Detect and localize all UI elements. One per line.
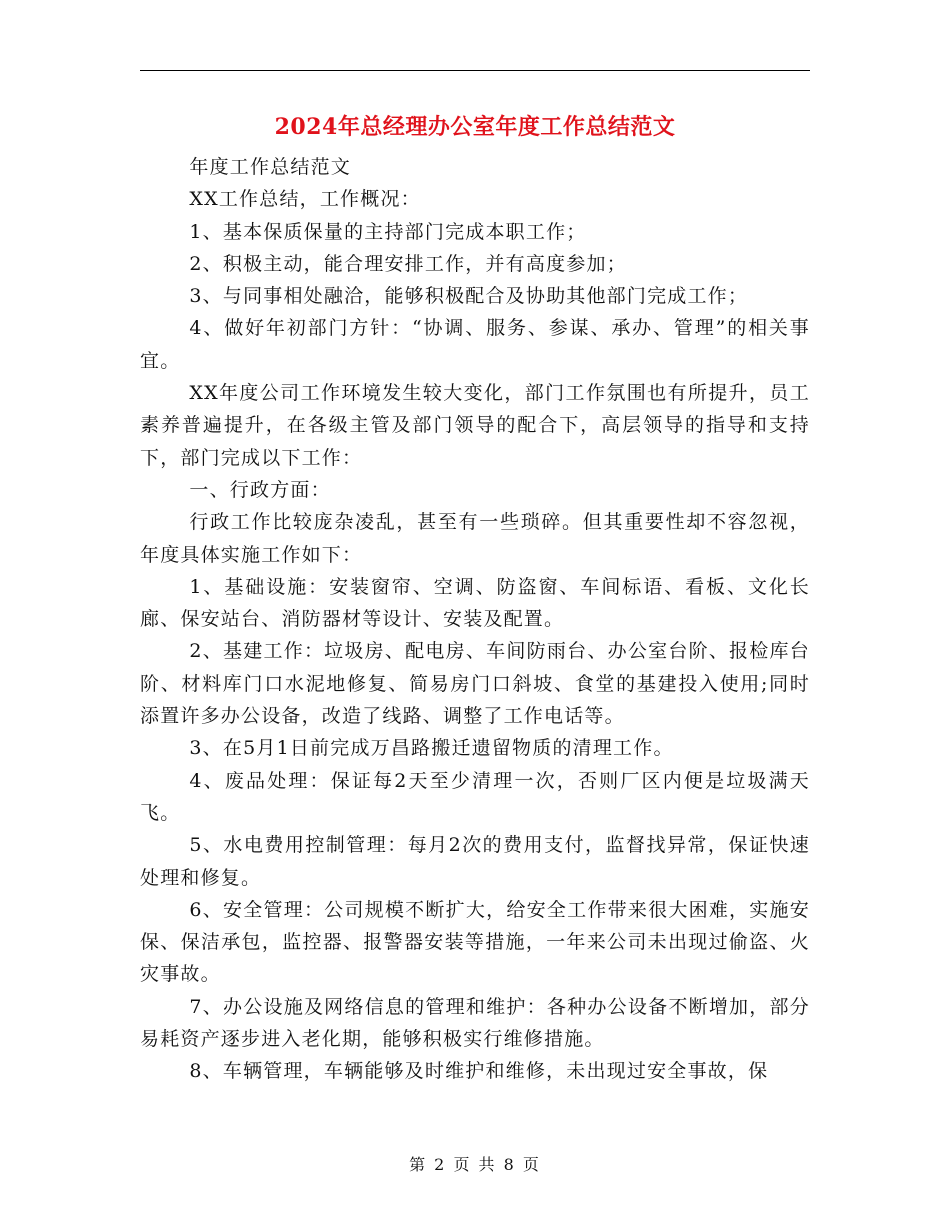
- paragraph: 4、做好年初部门方针：“协调、服务、参谋、承办、管理”的相关事宜。: [140, 317, 810, 372]
- paragraph: 6、安全管理：公司规模不断扩大，给安全工作带来很大困难，实施安保、保洁承包，监控器、报警器安装等措施，一年来公司未出现过偷盗、火灾事故。: [140, 898, 810, 986]
- paragraph: 3、与同事相处融洽，能够积极配合及协助其他部门完成工作；: [189, 285, 749, 308]
- header-rule: [140, 70, 810, 71]
- paragraph: 4、废品处理：保证每2天至少清理一次，否则厂区内便是垃圾满天飞。: [140, 769, 810, 824]
- paragraph: 1、基础设施：安装窗帘、空调、防盗窗、车间标语、看板、文化长廊、保安站台、消防器材等设计、安装及配置。: [140, 575, 810, 631]
- paragraph: 1、基本保质保量的主持部门完成本职工作；: [189, 220, 587, 243]
- paragraph: 3、在5月1日前完成万昌路搬迁遗留物质的清理工作。: [189, 737, 674, 760]
- section-heading: 一、行政方面：: [189, 478, 331, 501]
- paragraph: 年度工作总结范文: [189, 156, 351, 178]
- document-body: [140, 151, 810, 1088]
- paragraph: 8、车辆管理，车辆能够及时维护和维修，未出现过安全事故，保: [189, 1060, 769, 1083]
- document-title: 2024年总经理办公室年度工作总结范文: [274, 114, 676, 140]
- paragraph: XX工作总结，工作概况：: [189, 188, 421, 211]
- paragraph: 2、积极主动，能合理安排工作，并有高度参加；: [189, 252, 627, 275]
- paragraph: 5、水电费用控制管理：每月2次的费用支付，监督找异常，保证快速处理和修复。: [140, 834, 810, 889]
- paragraph: XX年度公司工作环境发生较大变化，部门工作氛围也有所提升，员工素养普遍提升，在各级主管及部门领导的配合下，高层领导的指导和支持下，部门完成以下工作：: [140, 382, 810, 469]
- paragraph: 7、办公设施及网络信息的管理和维护：各种办公设备不断增加，部分易耗资产逐步进入老化期，能够积极实行维修措施。: [140, 995, 810, 1051]
- paragraph: 2、基建工作：垃圾房、配电房、车间防雨台、办公室台阶、报检库台阶、材料库门口水泥地修复、简易房门口斜坡、食堂的基建投入使用;同时添置许多办公设备，改造了线路、调整了工作电话等。: [140, 640, 810, 728]
- paragraph: 行政工作比较庞杂凌乱，甚至有一些琐碎。但其重要性却不容忽视，年度具体实施工作如下：: [140, 511, 810, 566]
- page-number-footer: 第 2 页 共 8 页: [409, 1155, 541, 1174]
